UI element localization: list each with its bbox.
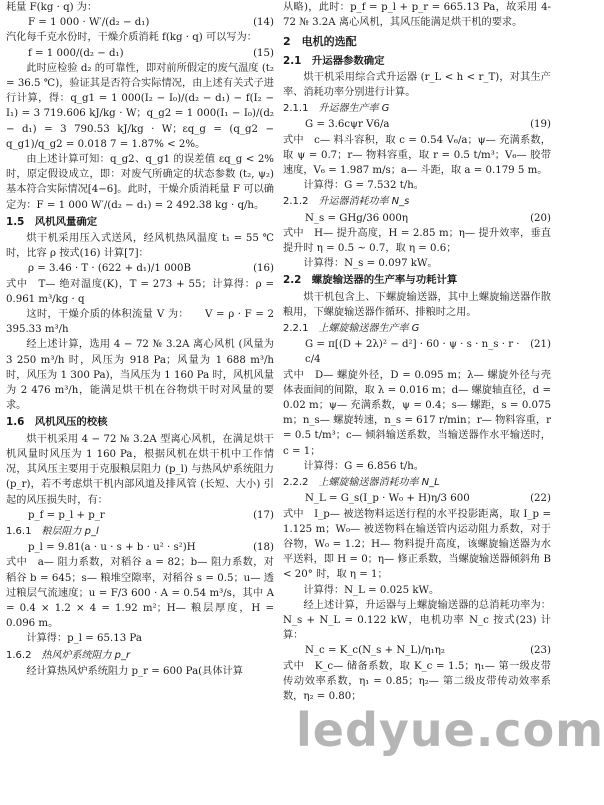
paragraph: 式中 c— 料斗容积，取 c = 0.54 V₆/a；ψ— 充满系数，取 ψ = 0.7；r— 物料容重，取 r = 0.5 t/m³；V₆— 胶带速度，V₆ = 1.987 m/s；a— 斗距，取 a = 0.179 5 m。 <box>283 134 551 177</box>
paragraph: 这时，干燥介质的体积流量 V 为： V = ρ · F = 2 395.33 m³/h <box>6 309 274 336</box>
equation-body: f = 1 000/(d₂ − d₁) <box>28 47 124 59</box>
paragraph: 计算得：G = 6.856 t/h。 <box>303 460 424 472</box>
paragraph: 此时应检验 d₂ 的可靠性，即对前所假定的废气温度 (t₂ = 36.5 ℃)，验证其是否符合实际情况，由上述有关式子进行计算，得：q_g1 = 1 000(I₂ − I₀)/(d₂ − d₁) − f(I₂ − I₁) = 3 719.606 kJ/kg · W；q_g2 = 1 000(I₁ − I₀)/(d₂ − d₁) = 3 790.53 kJ/kg · W；εq_g = (q_g2 − q_g1)/q_g2 = 0.018 7 = 1.87% < 2%。 <box>6 62 274 150</box>
paragraph: 耗量 F(kg · q) 为： <box>6 2 98 13</box>
section-heading: 1.5 风机风量确定 <box>6 215 98 228</box>
equation-body: G = 3.6cψr V6/a <box>305 119 390 131</box>
watermark: ledyue.com <box>296 703 604 757</box>
paragraph: 计算得：G = 7.532 t/h。 <box>303 180 424 192</box>
equation-number: (21) <box>530 339 551 351</box>
equation-number: (17) <box>253 509 274 521</box>
section-heading: 2.2 螺旋输送器的生产率与功耗计算 <box>283 274 458 287</box>
equation <box>283 643 551 658</box>
paragraph: 经计算热风炉系统阻力 p_r = 600 Pa(具体计算 <box>26 665 243 677</box>
subsection-number: 1.6.2 <box>6 649 32 661</box>
paragraph: 从略)，此时：p_f = p_l + p_r = 665.13 Pa，故采用 4-72 № 3.2A 离心风机，其风压能满足烘干机的要求。 <box>283 2 551 29</box>
subsection-heading <box>6 648 274 663</box>
section-heading: 2.1 升运器参数确定 <box>283 54 385 67</box>
equation-number: (23) <box>530 645 551 657</box>
equation <box>283 491 551 506</box>
equation-body: N_L = G_s(I_p · W₀ + H)η/3 600 <box>305 493 470 505</box>
subsection-number: 2.1.2 <box>283 196 309 208</box>
subsection-title: 升运器消耗功率 N_s <box>318 196 410 208</box>
paragraph: 式中 a— 阻力系数，对稻谷 a = 82；b— 阻力系数，对稻谷 b = 645；s— 粮堆空隙率，对稻谷 s = 0.5；u— 透过粮层气流速度；u = F/3 600 · A = 0.54 m³/s，其中 A = 0.4 × 1.2 × 4 = 1.92 m²；H— 粮层厚度，H = 0.096 m。 <box>6 557 274 630</box>
right-column <box>283 0 551 704</box>
paragraph: 计算得：N_s = 0.097 kW。 <box>303 258 438 270</box>
subsection-number: 2.1.1 <box>283 103 309 115</box>
equation-body: p_f = p_l + p_r <box>28 509 105 521</box>
equation <box>283 337 551 367</box>
equation <box>6 261 274 276</box>
subsection-title: 粮层阻力 p_l <box>41 525 99 537</box>
equation-number: (16) <box>253 263 274 275</box>
left-column <box>6 0 274 679</box>
paragraph: 式中 K_c— 储备系数，取 K_c = 1.5；η₁— 第一级皮带传动效率系数，η₁ = 0.85；η₂— 第二级皮带传动效率系数，η₂ = 0.80； <box>283 660 551 702</box>
subsection-title: 升运器生产率 G <box>318 103 390 115</box>
paragraph: 经上述计算，升运器与上螺旋输送器的总消耗功率为：N_s + N_L = 0.122 kW，电机功率 N_c 按式(23) 计算： <box>283 599 551 642</box>
equation-number: (15) <box>253 47 274 59</box>
subsection-heading <box>283 101 551 116</box>
equation <box>6 46 274 61</box>
section-heading: 1.6 风机风压的校核 <box>6 416 108 429</box>
equation-number: (14) <box>253 17 274 29</box>
equation-body: N_c = K_c(N_s + N_L)/η₁η₂ <box>305 645 445 657</box>
equation <box>6 508 274 523</box>
section-heading: 2 电机的选配 <box>283 35 357 49</box>
subsection-title: 上螺旋输送器生产率 G <box>318 323 420 335</box>
subsection-heading <box>6 524 274 539</box>
equation-number: (22) <box>530 493 551 505</box>
subsection-heading <box>283 194 551 209</box>
paragraph: 计算得：N_L = 0.025 kW。 <box>303 584 440 596</box>
paragraph: 计算得：p_l = 65.13 Pa <box>26 633 142 645</box>
paragraph: 烘干机包含上、下螺旋输送器，其中上螺旋输送器作散粮用，下螺旋输送器作循环、排粮时之用。 <box>283 291 551 318</box>
equation-body: p_l = 9.81(a · u · s + b · u² · s²)H <box>28 542 196 554</box>
equation-body: G = π[(D + 2λ)² − d²] · 60 · ψ · s · n_s · r · c/4 <box>305 339 520 366</box>
equation <box>283 117 551 132</box>
equation-body: F = 1 000 · W′/(d₂ − d₁) <box>28 17 150 29</box>
equation <box>283 211 551 226</box>
subsection-heading <box>283 321 551 336</box>
paragraph: 汽化每千克水份时，干燥介质消耗 f(kg · q) 可以写为： <box>6 32 257 44</box>
equation-body: ρ = 3.46 · T · (622 + d₁)/1 000B <box>28 263 192 275</box>
paragraph: 式中 I_p— 被送物料运送行程的水平投影距离，取 I_p = 1.125 m；W₀— 被送物料在输送管内运动阻力系数，对于谷物，W₀ = 1.2；H— 物料提升高度，该螺旋输送器为水平送料，即 H = 0；η— 修正系数，当螺旋输送器倾斜角 B < 20° 时，取 η = 1； <box>283 508 551 581</box>
equation-number: (19) <box>530 119 551 131</box>
subsection-number: 2.2.1 <box>283 323 309 335</box>
paragraph: 由上述计算可知：q_g2、q_g1 的误差值 εq_g < 2% 时，原定假设成立，即：对废气所确定的状态参数 (t₂, ψ₂) 基本符合实际情况[4−6]。此时，干燥介质消耗量 F 可以确定为：F = 1 000 W′/(d₂ − d₁) = 2 492.38 kg · q/h。 <box>6 154 274 211</box>
equation <box>6 540 274 555</box>
paragraph: 烘干机采用 4 − 72 № 3.2A 型离心风机，在满足烘干机风量时风压为 1 160 Pa，根据风机在烘干机中工作情况，其风压主要用于克服粮层阻力 (p_l) 与热风炉系统阻力 (p_r)，若不考虑烘干机内部风道及排风管 (长短、大小) 引起的风压损失时，有： <box>6 433 274 506</box>
paragraph: 式中 H— 提升高度，H = 2.85 m；η— 提升效率，垂直提升时 η = 0.5 ~ 0.7，取 η = 0.6； <box>283 227 551 255</box>
subsection-heading <box>283 475 551 490</box>
paragraph: 式中 D— 螺旋外径，D = 0.095 m；λ— 螺旋外径与壳体表面间的间隙，取 λ = 0.016 m；d— 螺旋轴直径，d = 0.02 m；ψ— 充满系数，ψ = 0.4；s— 螺距，s = 0.075 m；n_s— 螺旋转速，n_s = 617 r/min；r— 物料容重，r = 0.5 t/m³；c— 倾斜输送系数，当输送器作水平输送时，c = 1； <box>283 369 552 457</box>
paragraph: 烘干机采用压入式送风，经风机热风温度 t₁ = 55 ℃ 时，比容 ρ 按式(16) 计算[7]： <box>6 233 274 260</box>
paragraph: 式中 T— 绝对温度(K)，T = 273 + 55；计算得：ρ = 0.961 m³/kg · q <box>6 278 274 305</box>
paragraph: 烘干机采用综合式升运器 (r_L < h < r_T)，对其生产率、消耗功率分别进行计算。 <box>283 71 551 99</box>
paragraph: 经上述计算，选用 4 − 72 № 3.2A 离心风机 (风量为 3 250 m³/h 时，风压为 918 Pa；风量为 1 688 m³/h 时，风压为 1 300 Pa)，当风压为 1 160 Pa 时，风机风量为 2 476 m³/h，能满足烘干机在谷物烘干时对风量的要求。 <box>6 339 274 412</box>
equation-number: (18) <box>253 542 274 554</box>
subsection-number: 1.6.1 <box>6 525 32 537</box>
subsection-number: 2.2.2 <box>283 477 309 489</box>
subsection-title: 热风炉系统阻力 p_r <box>41 649 131 661</box>
equation-body: N_s = GHg/36 000η <box>305 212 408 224</box>
subsection-title: 上螺旋输送器消耗功率 N_L <box>318 477 440 489</box>
equation <box>6 15 274 30</box>
equation-number: (20) <box>530 212 551 224</box>
